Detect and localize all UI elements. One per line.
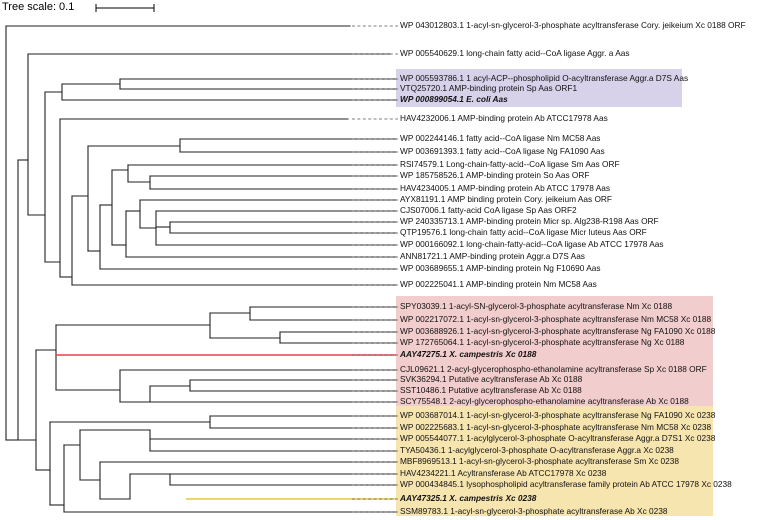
leaf-label: HAV4234005.1 AMP-binding protein Ab ATCC 17978 Aas (400, 183, 611, 193)
leaf-label: WP 005593786.1 1 acyl-ACP--phospholipid O-acyltransferase Aggr.a D7S Aas (400, 73, 689, 83)
leaf-label: VTQ25720.1 AMP-binding protein Sp Aas ORF1 (400, 83, 578, 93)
leaf-label: WP 005544077.1 1-acylglycerol-3-phosphate O-acyltransferase Aggr.a D7S1 Xc 0238 (400, 433, 716, 443)
leaf-label: WP 172765064.1 1-acyl-sn-glycerol-3-phosphate acyltransferase Ng Xc 0188 (400, 337, 685, 347)
leaf-label: AAY47325.1 X. campestris Xc 0238 (400, 493, 537, 503)
tree-scale-label: Tree scale: 0.1 (2, 1, 75, 13)
leaf-label: SSM89783.1 1-acyl-sn-glycerol-3-phosphate acyltransferase Ab Xc 0238 (400, 506, 668, 516)
leaf-label: RSI74579.1 Long-chain-fatty-acid--CoA ligase Sm Aas ORF (400, 159, 620, 169)
leaf-label: AYX81191.1 AMP binding protein Cory. jeikeium Aas ORF (400, 194, 612, 204)
leaf-label: SST10486.1 Putative acyltransferase Ab Xc 0188 (400, 385, 582, 395)
leaf-label: WP 185758526.1 AMP-binding protein So Aas ORF (400, 170, 590, 180)
leaf-label: WP 005540629.1 long-chain fatty acid--CoA ligase Aggr. a Aas (400, 48, 630, 58)
leaf-label: WP 240335713.1 AMP-binding protein Micr sp. Alg238-R198 Aas ORF (400, 216, 659, 226)
leaf-label: WP 003689655.1 AMP-binding protein Ng F10690 Aas (400, 263, 601, 273)
leaf-label: SVK36294.1 Putative acyltransferase Ab Xc 0188 (400, 374, 583, 384)
leaf-label: WP 003691393.1 fatty acid--CoA ligase Ng FA1090 Aas (400, 146, 605, 156)
leaf-label: TYA50436.1 1-acylglycerol-3-phosphate O-acyltransferase Aggr.a Xc 0238 (400, 445, 674, 455)
leaf-label: WP 000899054.1 E. coli Aas (400, 94, 508, 104)
leaf-label: QTP19576.1 long-chain fatty acid--CoA ligase Micr luteus Aas ORF (400, 227, 647, 237)
leaf-label: HAV4234221.1 Acyltransferase Ab ATCC17978 Xc 0238 (400, 468, 607, 478)
leaf-label: WP 002225041.1 AMP-binding protein Nm MC58 Aas (400, 279, 597, 289)
leaf-label: WP 002217072.1 1-acyl-sn-glycerol-3-phosphate acyltransferase Nm MC58 Xc 0188 (400, 314, 712, 324)
leaf-label: AAY47275.1 X. campestris Xc 0188 (400, 349, 537, 359)
leaf-label: ANN81721.1 AMP-binding protein Aggr.a D7S Aas (400, 251, 585, 261)
leaf-label: HAV4232006.1 AMP-binding protein Ab ATCC17978 Aas (400, 113, 608, 123)
leaf-label: WP 002244146.1 fatty acid--CoA ligase Nm MC58 Aas (400, 133, 601, 143)
leaf-label: WP 043012803.1 1-acyl-sn-glycerol-3-phosphate acyltransferase Cory. jeikeium Xc 0188 ORF (400, 20, 746, 30)
leaf-label: CJL09621.1 2-acyl-glycerophospho-ethanolamine acyltransferase Sp Xc 0188 ORF (400, 364, 707, 374)
leaf-label: WP 002225683.1 1-acyl-sn-glycerol-3-phosphate acyltransferase Nm MC58 Xc 0238 (400, 422, 712, 432)
leaf-label: SCY75548.1 2-acyl-glycerophospho-ethanolamine acyltransferase Ab Xc 0188 (400, 396, 689, 406)
leaf-label: WP 000166092.1 long-chain-fatty-acid--CoA ligase Ab ATCC 17978 Aas (400, 239, 664, 249)
leaf-label: WP 000434845.1 lysophospholipid acyltransferase family protein Ab ATCC 17978 Xc 0238 (400, 479, 732, 489)
leaf-label: WP 003687014.1 1-acyl-sn-glycerol-3-phosphate acyltransferase Ng FA1090 Xc 0238 (400, 410, 716, 420)
leaf-label: MBF8969513.1 1-acyl-sn-glycerol-3-phosphate acyltransferase Sm Xc 0238 (400, 456, 680, 466)
leaf-label: WP 003688926.1 1-acyl-sn-glycerol-3-phosphate acyltransferase Ng FA1090 Xc 0188 (400, 326, 716, 336)
leaf-label: SPY03039.1 1-acyl-SN-glycerol-3-phosphate acyltransferase Nm Xc 0188 (400, 301, 673, 311)
leaf-label: CJS07006.1 fatty-acid CoA ligase Sp Aas ORF2 (400, 205, 577, 215)
